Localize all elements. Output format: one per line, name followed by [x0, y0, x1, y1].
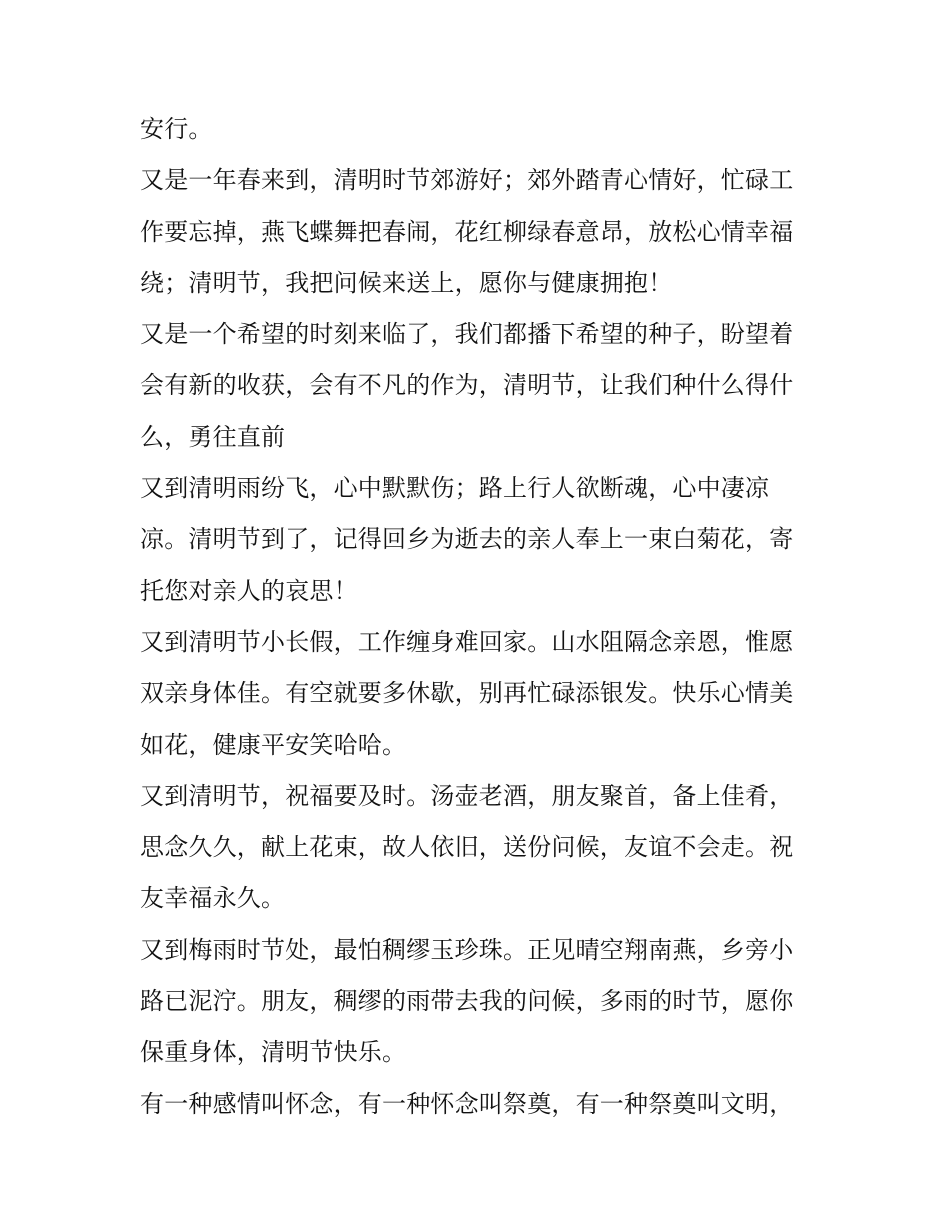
text-line: 又是一个希望的时刻来临了，我们都播下希望的种子，盼望着 [140, 320, 794, 349]
text-line: 又到清明节，祝福要及时。汤壶老酒，朋友聚首，备上佳肴， [140, 781, 794, 810]
text-line: 双亲身体佳。有空就要多休歇，别再忙碌添银发。快乐心情美 [140, 679, 794, 708]
text-line: 托您对亲人的哀思！ [140, 576, 358, 605]
text-line: 又到梅雨时节处，最怕稠缪玉珍珠。正见晴空翔南燕，乡旁小 [140, 935, 794, 964]
text-column [140, 104, 812, 1130]
text-line: 思念久久，献上花束，故人依旧，送份问候，友谊不会走。祝 [140, 833, 794, 862]
text-line: 路已泥泞。朋友，稠缪的雨带去我的问候，多雨的时节，愿你 [140, 987, 794, 1016]
text-line: 又到清明节小长假，工作缠身难回家。山水阻隔念亲恩，惟愿 [140, 627, 794, 656]
text-line: 安行。 [140, 115, 213, 143]
text-line: 又到清明雨纷飞，心中默默伤；路上行人欲断魂，心中凄凉 [140, 474, 770, 503]
text-line: 又是一年春来到，清明时节郊游好；郊外踏青心情好，忙碌工 [140, 166, 794, 195]
text-line: 凉。清明节到了，记得回乡为逝去的亲人奉上一束白菊花，寄 [140, 525, 794, 554]
text-line: 保重身体，清明节快乐。 [140, 1038, 407, 1067]
text-line: 绕；清明节，我把问候来送上，愿你与健康拥抱！ [140, 268, 673, 297]
text-line: 么，勇往直前 [140, 422, 286, 451]
text-line: 会有新的收获，会有不凡的作为，清明节，让我们种什么得什 [140, 371, 794, 400]
text-line: 有一种感情叫怀念，有一种怀念叫祭奠，有一种祭奠叫文明， [140, 1089, 794, 1118]
text-line: 作要忘掉，燕飞蝶舞把春闹，花红柳绿春意昂，放松心情幸福 [140, 217, 794, 246]
text-line: 友幸福永久。 [140, 884, 286, 913]
text-line: 如花，健康平安笑哈哈。 [140, 730, 407, 759]
